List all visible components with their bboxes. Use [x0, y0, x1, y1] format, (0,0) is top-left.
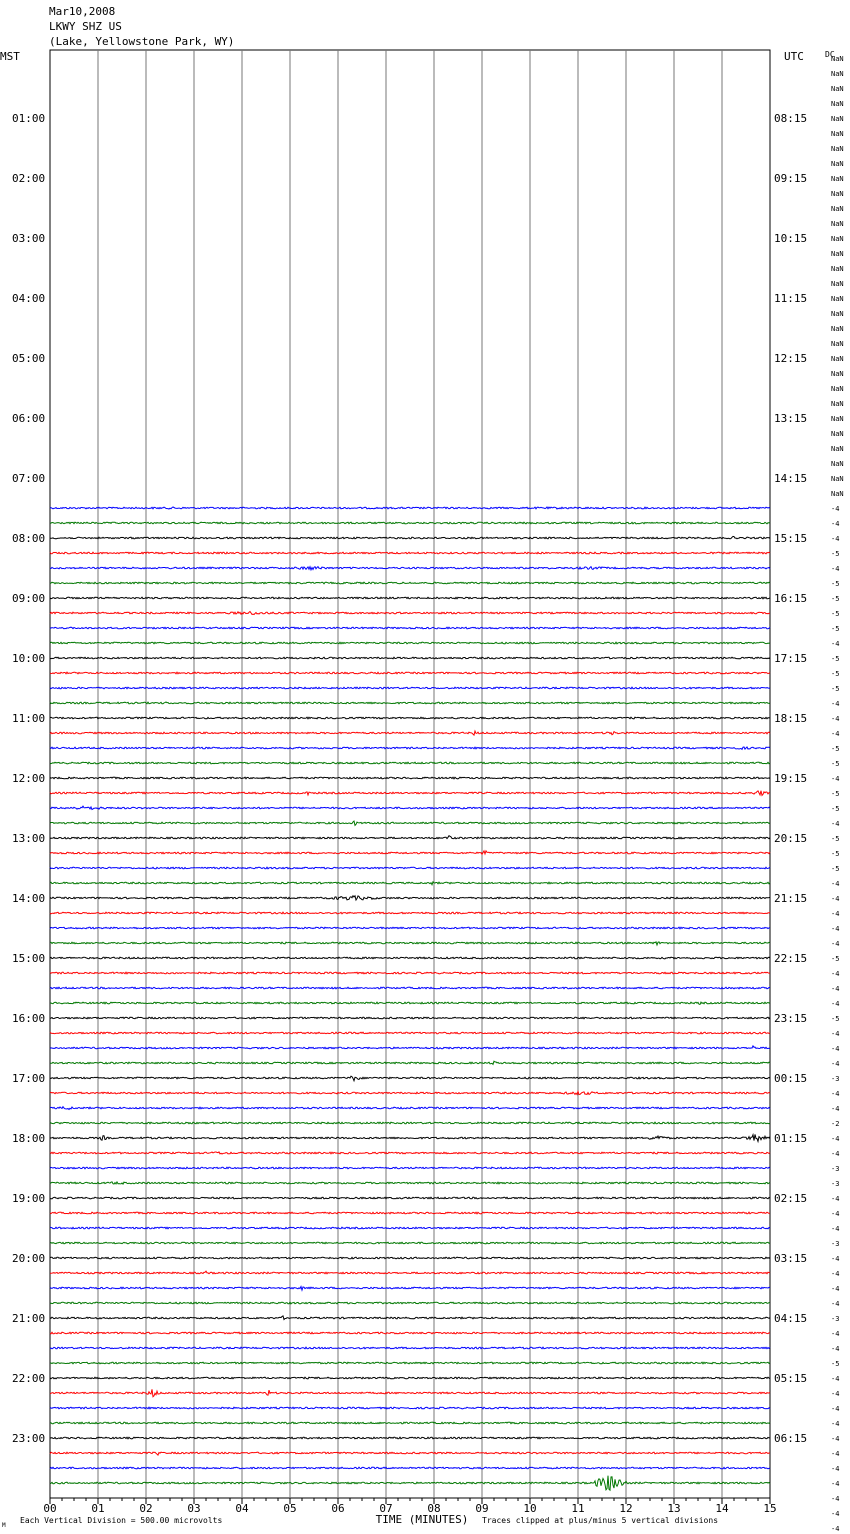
utc-hour-label: 23:15: [774, 1012, 808, 1025]
mst-hour-label: 21:00: [12, 1312, 46, 1325]
dc-value: -4: [831, 1405, 840, 1413]
seismic-trace: [50, 1389, 770, 1396]
dc-value: -5: [831, 670, 840, 678]
dc-value: -4: [831, 1045, 840, 1053]
seismic-trace: [50, 1332, 770, 1334]
seismic-trace: [50, 687, 770, 689]
dc-value: -4: [831, 1195, 840, 1203]
seismic-trace: [50, 1287, 770, 1291]
utc-hour-label: 19:15: [774, 772, 808, 785]
seismic-trace: [50, 867, 770, 869]
utc-hour-label: 10:15: [774, 232, 808, 245]
dc-value: -5: [831, 835, 840, 843]
mst-hour-label: 09:00: [12, 592, 46, 605]
utc-hour-label: 04:15: [774, 1312, 808, 1325]
scale-note: Each Vertical Division = 500.00 microvolts: [20, 1516, 223, 1525]
seismic-trace: [50, 612, 770, 615]
seismic-trace: [50, 927, 770, 929]
x-tick-label: 08: [427, 1502, 441, 1515]
dc-value: -4: [831, 940, 840, 948]
dc-value: NaN: [831, 385, 844, 393]
dc-value: NaN: [831, 55, 844, 63]
clip-note: Traces clipped at plus/minus 5 vertical divisions: [482, 1516, 719, 1525]
dc-value: NaN: [831, 430, 844, 438]
dc-value: -5: [831, 625, 840, 633]
dc-value: NaN: [831, 265, 844, 273]
seismic-trace: [50, 731, 770, 735]
seismic-trace: [50, 912, 770, 914]
seismic-trace: [50, 1242, 770, 1244]
dc-value: -5: [831, 850, 840, 858]
dc-value: -4: [831, 910, 840, 918]
dc-value: NaN: [831, 235, 844, 243]
dc-value: -4: [831, 715, 840, 723]
utc-hour-label: 15:15: [774, 532, 808, 545]
dc-value: -4: [831, 640, 840, 648]
dc-value: NaN: [831, 400, 844, 408]
utc-hour-label: 13:15: [774, 412, 808, 425]
mst-hour-label: 03:00: [12, 232, 46, 245]
mst-hour-label: 19:00: [12, 1192, 46, 1205]
dc-value: -5: [831, 955, 840, 963]
x-tick-label: 14: [715, 1502, 729, 1515]
dc-value: -4: [831, 1210, 840, 1218]
seismic-trace: [50, 957, 770, 959]
utc-hour-label: 02:15: [774, 1192, 808, 1205]
plot-frame: [50, 50, 770, 1498]
seismic-trace: [50, 672, 770, 674]
dc-value: -4: [831, 730, 840, 738]
dc-value: -5: [831, 655, 840, 663]
dc-value: -5: [831, 745, 840, 753]
dc-value: NaN: [831, 310, 844, 318]
utc-hour-label: 14:15: [774, 472, 808, 485]
dc-value: NaN: [831, 115, 844, 123]
dc-value: -5: [831, 1015, 840, 1023]
dc-value: -4: [831, 1510, 840, 1518]
dc-value: -5: [831, 685, 840, 693]
seismic-trace: [50, 1257, 770, 1259]
seismic-trace: [50, 657, 770, 659]
seismic-trace: [50, 762, 770, 764]
dc-value: -4: [831, 1375, 840, 1383]
seismic-trace: [50, 507, 770, 509]
seismic-trace: [50, 1476, 770, 1491]
dc-value: -4: [831, 1330, 840, 1338]
x-tick-label: 05: [283, 1502, 297, 1515]
dc-value: -4: [831, 1345, 840, 1353]
utc-hour-label: 22:15: [774, 952, 808, 965]
seismic-trace: [50, 1061, 770, 1064]
mst-hour-label: 22:00: [12, 1372, 46, 1385]
dc-value: NaN: [831, 130, 844, 138]
utc-hour-label: 18:15: [774, 712, 808, 725]
seismic-trace: [50, 1134, 770, 1141]
header-location: (Lake, Yellowstone Park, WY): [49, 35, 235, 48]
seismic-trace: [50, 1227, 770, 1229]
dc-value: -5: [831, 790, 840, 798]
dc-value: -4: [831, 1435, 840, 1443]
seismic-trace: [50, 1152, 770, 1154]
dc-value: NaN: [831, 445, 844, 453]
dc-value: NaN: [831, 175, 844, 183]
seismic-trace: [50, 702, 770, 704]
dc-value: -4: [831, 1300, 840, 1308]
dc-value: -4: [831, 1525, 840, 1533]
dc-value: NaN: [831, 370, 844, 378]
right-axis-label: UTC: [784, 50, 804, 63]
dc-value: -5: [831, 595, 840, 603]
seismic-trace: [50, 1437, 770, 1439]
dc-value: -4: [831, 775, 840, 783]
seismic-trace: [50, 747, 770, 749]
dc-value: -4: [831, 1495, 840, 1503]
seismic-trace: [50, 536, 770, 538]
mst-hour-label: 14:00: [12, 892, 46, 905]
seismic-trace: [50, 1002, 770, 1004]
dc-value: -5: [831, 610, 840, 618]
seismic-trace: [50, 642, 770, 644]
dc-value: NaN: [831, 475, 844, 483]
seismic-trace: [50, 1347, 770, 1349]
mst-hour-label: 17:00: [12, 1072, 46, 1085]
dc-value: -3: [831, 1315, 840, 1323]
mst-hour-label: 23:00: [12, 1432, 46, 1445]
dc-value: -3: [831, 1075, 840, 1083]
seismic-trace: [50, 1467, 770, 1469]
x-tick-label: 07: [379, 1502, 393, 1515]
dc-value: NaN: [831, 325, 844, 333]
dc-value: NaN: [831, 280, 844, 288]
x-axis-title: TIME (MINUTES): [375, 1513, 469, 1526]
seismic-trace: [50, 1017, 770, 1019]
utc-hour-label: 00:15: [774, 1072, 808, 1085]
mst-hour-label: 08:00: [12, 532, 46, 545]
mst-hour-label: 04:00: [12, 292, 46, 305]
dc-value: NaN: [831, 355, 844, 363]
seismic-trace: [50, 1422, 770, 1424]
x-tick-label: 03: [187, 1502, 201, 1515]
x-tick-label: 12: [619, 1502, 633, 1515]
seismic-trace: [50, 1091, 770, 1094]
dc-value: -4: [831, 1390, 840, 1398]
seismic-trace: [50, 1271, 770, 1274]
mst-hour-label: 16:00: [12, 1012, 46, 1025]
mst-hour-label: 13:00: [12, 832, 46, 845]
dc-value: NaN: [831, 415, 844, 423]
seismic-trace: [50, 1316, 770, 1320]
dc-value: NaN: [831, 190, 844, 198]
seismic-trace: [50, 1046, 770, 1049]
left-axis-label: MST: [0, 50, 20, 63]
mst-hour-label: 12:00: [12, 772, 46, 785]
seismic-trace: [50, 972, 770, 974]
dc-value: -3: [831, 1180, 840, 1188]
mst-hour-label: 18:00: [12, 1132, 46, 1145]
dc-value: -4: [831, 1150, 840, 1158]
dc-column-label: DC: [825, 50, 835, 59]
dc-value: -4: [831, 1135, 840, 1143]
seismic-trace: [50, 882, 770, 885]
utc-hour-label: 17:15: [774, 652, 808, 665]
dc-value: NaN: [831, 295, 844, 303]
mst-hour-label: 05:00: [12, 352, 46, 365]
dc-value: -4: [831, 1000, 840, 1008]
header-station: LKWY SHZ US: [49, 20, 122, 33]
seismic-trace: [50, 821, 770, 825]
dc-value: -4: [831, 1480, 840, 1488]
seismic-trace: [50, 1452, 770, 1455]
seismic-trace: [50, 1362, 770, 1364]
dc-value: -4: [831, 985, 840, 993]
dc-value: NaN: [831, 145, 844, 153]
utc-hour-label: 21:15: [774, 892, 808, 905]
mst-hour-label: 20:00: [12, 1252, 46, 1265]
seismic-trace: [50, 1076, 770, 1081]
mst-hour-label: 01:00: [12, 112, 46, 125]
utc-hour-label: 03:15: [774, 1252, 808, 1265]
dc-value: -4: [831, 1090, 840, 1098]
seismic-trace: [50, 851, 770, 854]
mst-hour-label: 02:00: [12, 172, 46, 185]
seismic-trace: [50, 942, 770, 945]
seismic-trace: [50, 896, 770, 900]
dc-value: -4: [831, 1030, 840, 1038]
utc-hour-label: 08:15: [774, 112, 808, 125]
dc-value: -4: [831, 925, 840, 933]
seismic-trace: [50, 1182, 770, 1184]
utc-hour-label: 09:15: [774, 172, 808, 185]
dc-value: -3: [831, 1240, 840, 1248]
utc-hour-label: 05:15: [774, 1372, 808, 1385]
dc-value: -4: [831, 970, 840, 978]
dc-value: NaN: [831, 340, 844, 348]
dc-value: -4: [831, 505, 840, 513]
seismic-trace: [50, 1407, 770, 1409]
seismic-trace: [50, 552, 770, 554]
seismic-trace: [50, 597, 770, 599]
utc-hour-label: 11:15: [774, 292, 808, 305]
x-tick-label: 15: [763, 1502, 777, 1515]
dc-value: -4: [831, 1285, 840, 1293]
seismic-trace: [50, 1167, 770, 1169]
x-tick-label: 13: [667, 1502, 681, 1515]
mst-hour-label: 06:00: [12, 412, 46, 425]
dc-value: -4: [831, 1270, 840, 1278]
dc-value: -4: [831, 880, 840, 888]
seismic-trace: [50, 1377, 770, 1379]
seismic-trace: [50, 806, 770, 809]
dc-value: -5: [831, 580, 840, 588]
utc-hour-label: 16:15: [774, 592, 808, 605]
dc-value: NaN: [831, 85, 844, 93]
dc-value: -5: [831, 805, 840, 813]
x-tick-label: 04: [235, 1502, 249, 1515]
dc-value: -4: [831, 700, 840, 708]
seismic-trace: [50, 582, 770, 584]
seismic-trace: [50, 717, 770, 719]
mst-hour-label: 07:00: [12, 472, 46, 485]
x-tick-label: 10: [523, 1502, 537, 1515]
x-tick-label: 00: [43, 1502, 57, 1515]
dc-value: -4: [831, 1465, 840, 1473]
dc-value: -3: [831, 1165, 840, 1173]
x-tick-label: 06: [331, 1502, 345, 1515]
dc-value: NaN: [831, 220, 844, 228]
mst-hour-label: 11:00: [12, 712, 46, 725]
dc-value: NaN: [831, 490, 844, 498]
seismic-trace: [50, 1032, 770, 1034]
mst-hour-label: 10:00: [12, 652, 46, 665]
dc-value: -2: [831, 1120, 840, 1128]
x-tick-label: 09: [475, 1502, 489, 1515]
dc-value: NaN: [831, 70, 844, 78]
seismic-trace: [50, 1212, 770, 1214]
seismic-trace: [50, 1122, 770, 1124]
dc-value: -5: [831, 550, 840, 558]
dc-value: NaN: [831, 100, 844, 108]
corner-mark: M: [2, 1522, 6, 1529]
dc-value: -4: [831, 1105, 840, 1113]
dc-value: -4: [831, 520, 840, 528]
dc-value: -4: [831, 565, 840, 573]
x-tick-label: 02: [139, 1502, 153, 1515]
x-tick-label: 01: [91, 1502, 105, 1515]
dc-value: NaN: [831, 160, 844, 168]
seismic-trace: [50, 791, 770, 796]
dc-value: NaN: [831, 460, 844, 468]
utc-hour-label: 06:15: [774, 1432, 808, 1445]
dc-value: -4: [831, 1255, 840, 1263]
seismic-trace: [50, 567, 770, 570]
dc-value: NaN: [831, 250, 844, 258]
seismic-trace: [50, 1302, 770, 1304]
seismic-trace: [50, 987, 770, 989]
dc-value: -4: [831, 1225, 840, 1233]
seismic-trace: [50, 1107, 770, 1110]
seismic-trace: [50, 836, 770, 839]
header-date: Mar10,2008: [49, 5, 116, 18]
utc-hour-label: 12:15: [774, 352, 808, 365]
dc-value: -4: [831, 1420, 840, 1428]
utc-hour-label: 01:15: [774, 1132, 808, 1145]
x-tick-label: 11: [571, 1502, 585, 1515]
dc-value: -5: [831, 1360, 840, 1368]
dc-value: -4: [831, 820, 840, 828]
dc-value: -4: [831, 1450, 840, 1458]
seismic-trace: [50, 1197, 770, 1199]
mst-hour-label: 15:00: [12, 952, 46, 965]
dc-value: -4: [831, 895, 840, 903]
dc-value: -4: [831, 535, 840, 543]
seismic-trace: [50, 522, 770, 524]
dc-value: -4: [831, 1060, 840, 1068]
seismic-trace: [50, 777, 770, 779]
utc-hour-label: 20:15: [774, 832, 808, 845]
dc-value: -5: [831, 865, 840, 873]
seismic-trace: [50, 627, 770, 629]
dc-value: -5: [831, 760, 840, 768]
dc-value: NaN: [831, 205, 844, 213]
